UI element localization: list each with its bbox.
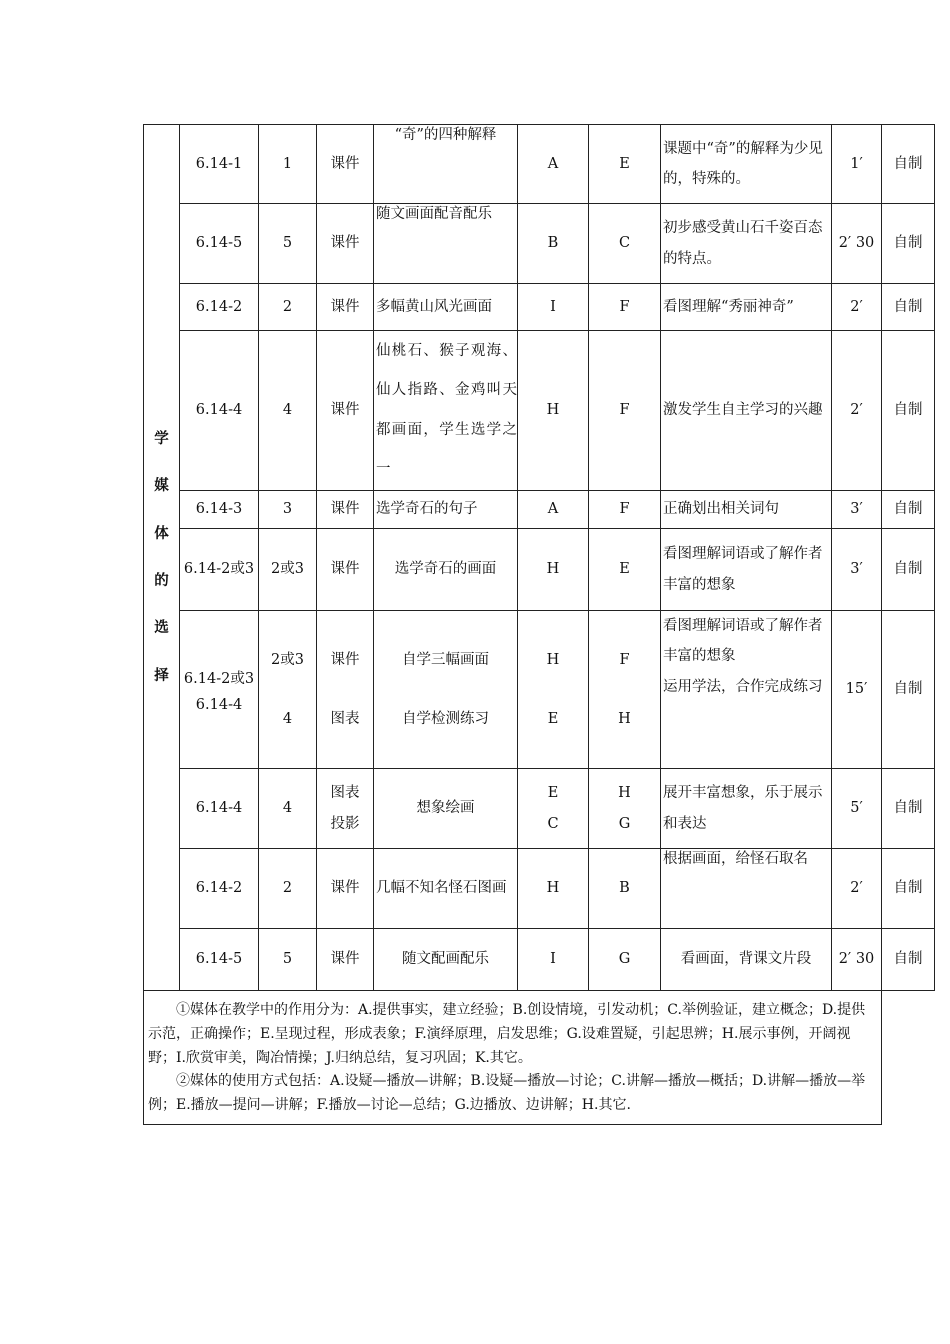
type-cell: 图表 投影 — [317, 769, 374, 849]
goal-cell: 看图理解“秀丽神奇” — [661, 284, 832, 331]
source-cell: 自制 — [882, 331, 935, 491]
time-cell: 2′ 30 — [832, 204, 882, 284]
use-cell: G — [589, 929, 661, 991]
time-cell: 3′ — [832, 491, 882, 529]
seq-cell: 5 — [259, 929, 317, 991]
seq-cell: 2 — [259, 849, 317, 929]
code-cell: 6.14-4 — [180, 331, 259, 491]
type-cell: 课件 — [317, 491, 374, 529]
code-cell: 6.14-2或3 6.14-4 — [180, 611, 259, 769]
goal-cell: 展开丰富想象，乐于展示和表达 — [661, 769, 832, 849]
code-cell: 6.14-4 — [180, 769, 259, 849]
notes-cell — [144, 991, 882, 1125]
code-cell: 6.14-3 — [180, 491, 259, 529]
table-row — [144, 331, 935, 491]
seq-cell: 2 — [259, 284, 317, 331]
type-cell: 课件 — [317, 331, 374, 491]
source-cell: 自制 — [882, 929, 935, 991]
table-row — [144, 849, 935, 929]
code-cell: 6.14-5 — [180, 929, 259, 991]
type-cell: 课件 — [317, 929, 374, 991]
seq-cell: 2或3 — [259, 529, 317, 611]
use-cell: C — [589, 204, 661, 284]
goal-cell: 看画面，背课文片段 — [661, 929, 832, 991]
type-cell: 课件 图表 — [317, 611, 374, 769]
use-cell: E — [589, 529, 661, 611]
table-row — [144, 529, 935, 611]
source-cell: 自制 — [882, 769, 935, 849]
time-cell: 5′ — [832, 769, 882, 849]
role-cell: H — [518, 849, 589, 929]
content-cell: 几幅不知名怪石图画 — [374, 849, 518, 929]
content-cell: 自学三幅画面 自学检测练习 — [374, 611, 518, 769]
notes-row — [144, 991, 935, 1125]
time-cell: 2′ — [832, 284, 882, 331]
source-cell: 自制 — [882, 125, 935, 204]
source-cell: 自制 — [882, 849, 935, 929]
use-cell: E — [589, 125, 661, 204]
type-cell: 课件 — [317, 529, 374, 611]
use-cell: H G — [589, 769, 661, 849]
seq-cell: 4 — [259, 331, 317, 491]
section-label: 学 媒 体 的 选 择 — [144, 125, 180, 991]
code-cell: 6.14-5 — [180, 204, 259, 284]
code-cell: 6.14-2 — [180, 849, 259, 929]
source-cell: 自制 — [882, 491, 935, 529]
seq-cell: 5 — [259, 204, 317, 284]
source-cell: 自制 — [882, 284, 935, 331]
content-cell: 仙桃石、猴子观海、仙人指路、金鸡叫天都画面，学生选学之一 — [374, 331, 518, 491]
seq-cell: 2或3 4 — [259, 611, 317, 769]
use-cell: F H — [589, 611, 661, 769]
role-cell: B — [518, 204, 589, 284]
media-selection-table — [143, 124, 935, 1125]
table-row — [144, 125, 935, 204]
content-cell: “奇”的四种解释 — [374, 125, 518, 204]
content-cell: 选学奇石的句子 — [374, 491, 518, 529]
content-cell: 想象绘画 — [374, 769, 518, 849]
table-row — [144, 491, 935, 529]
time-cell: 2′ 30 — [832, 929, 882, 991]
type-cell: 课件 — [317, 284, 374, 331]
type-cell: 课件 — [317, 125, 374, 204]
content-cell: 多幅黄山风光画面 — [374, 284, 518, 331]
content-cell: 选学奇石的画面 — [374, 529, 518, 611]
role-cell: H — [518, 529, 589, 611]
role-cell: I — [518, 929, 589, 991]
source-cell: 自制 — [882, 611, 935, 769]
use-cell: F — [589, 284, 661, 331]
goal-cell: 激发学生自主学习的兴趣 — [661, 331, 832, 491]
role-cell: A — [518, 125, 589, 204]
table-row — [144, 611, 935, 769]
note-media-usage: ②媒体的使用方式包括：A.设疑—播放—讲解；B.设疑—播放—讨论；C.讲解—播放—概括；D.讲解—播放—举例；E.播放—提问—讲解；F.播放—讨论—总结；G.边播放、边讲解；H.其它. — [148, 1073, 866, 1114]
use-cell: F — [589, 331, 661, 491]
time-cell: 15′ — [832, 611, 882, 769]
code-cell: 6.14-1 — [180, 125, 259, 204]
content-cell: 随文画面配音配乐 — [374, 204, 518, 284]
source-cell: 自制 — [882, 529, 935, 611]
goal-cell: 看图理解词语或了解作者丰富的想象 — [661, 529, 832, 611]
seq-cell: 1 — [259, 125, 317, 204]
use-cell: F — [589, 491, 661, 529]
code-cell: 6.14-2 — [180, 284, 259, 331]
goal-cell: 初步感受黄山石千姿百态的特点。 — [661, 204, 832, 284]
content-cell: 随文配画配乐 — [374, 929, 518, 991]
table-row — [144, 284, 935, 331]
time-cell: 3′ — [832, 529, 882, 611]
goal-cell: 正确划出相关词句 — [661, 491, 832, 529]
type-cell: 课件 — [317, 204, 374, 284]
role-cell: A — [518, 491, 589, 529]
time-cell: 1′ — [832, 125, 882, 204]
table-row — [144, 929, 935, 991]
use-cell: B — [589, 849, 661, 929]
seq-cell: 4 — [259, 769, 317, 849]
role-cell: I — [518, 284, 589, 331]
role-cell: H E — [518, 611, 589, 769]
table-row — [144, 204, 935, 284]
table-row — [144, 769, 935, 849]
source-cell: 自制 — [882, 204, 935, 284]
seq-cell: 3 — [259, 491, 317, 529]
role-cell: E C — [518, 769, 589, 849]
goal-cell: 课题中“奇”的解释为少见的，特殊的。 — [661, 125, 832, 204]
goal-cell: 根据画面，给怪石取名 — [661, 849, 832, 929]
note-media-roles: ①媒体在教学中的作用分为：A.提供事实，建立经验；B.创设情境，引发动机；C.举例验证，建立概念；D.提供示范，正确操作；E.呈现过程，形成表象；F.演绎原理，启发思维；G.设难置疑，引起思辨；H.展示事例，开阔视野；I.欣赏审美，陶冶情操；J.归纳总结，复习巩固；K.其它。 — [148, 1002, 866, 1066]
goal-cell: 看图理解词语或了解作者丰富的想象 运用学法，合作完成练习 — [661, 611, 832, 769]
role-cell: H — [518, 331, 589, 491]
code-cell: 6.14-2或3 — [180, 529, 259, 611]
time-cell: 2′ — [832, 331, 882, 491]
time-cell: 2′ — [832, 849, 882, 929]
type-cell: 课件 — [317, 849, 374, 929]
